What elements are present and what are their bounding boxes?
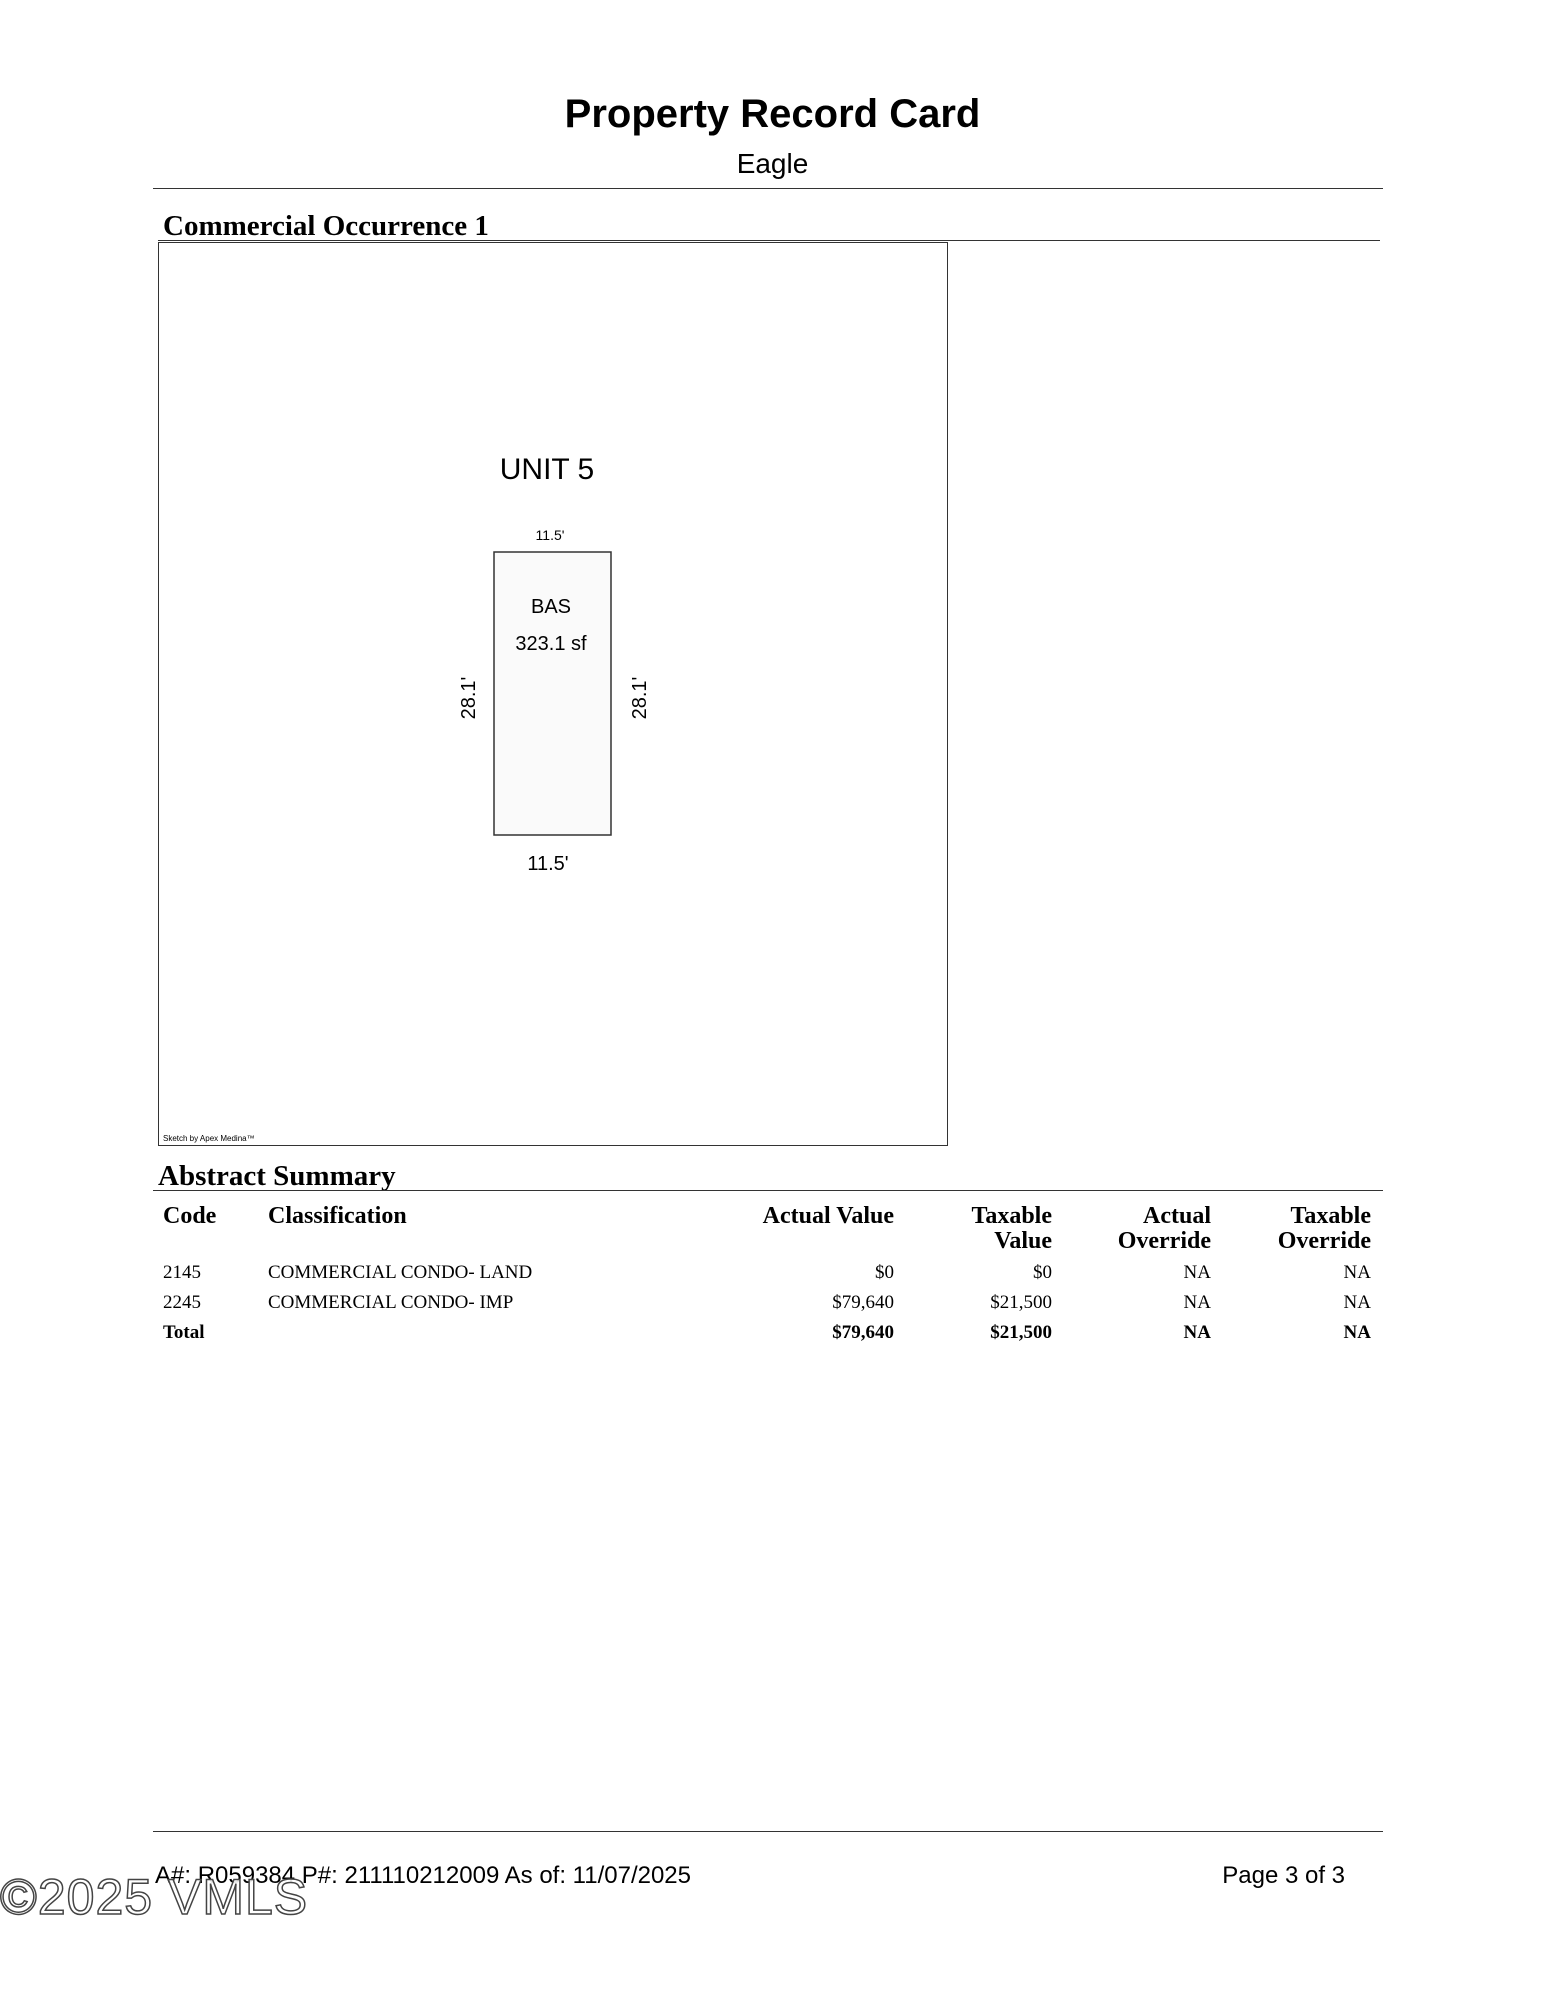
page-title: Property Record Card [564,92,981,136]
footer-divider [153,1831,1383,1832]
header-divider [153,188,1383,189]
row-taxable-override: NA [1343,1262,1371,1283]
dimension-left: 28.1' [458,676,480,720]
row-actual-value: $0 [875,1262,894,1283]
row-taxable-value: $0 [1033,1262,1052,1283]
row-taxable-override: NA [1343,1292,1371,1313]
total-taxable-override: NA [1343,1322,1371,1343]
copyright-watermark: ©2025 VMLS [0,1869,309,1925]
floor-area-outline [494,552,611,835]
footer-page-number: Page 3 of 3 [1222,1862,1345,1889]
unit-label: UNIT 5 [499,453,595,486]
county-subtitle: Eagle [736,148,809,179]
header-taxable-value-line1: Taxable [971,1203,1052,1229]
dimension-top: 11.5' [535,527,565,543]
header-taxable-value-line2: Value [994,1228,1052,1254]
abstract-divider [153,1190,1383,1191]
header-code: Code [163,1203,217,1229]
row-actual-override: NA [1183,1292,1211,1313]
header-actual-value: Actual Value [762,1203,894,1229]
header-actual-override-line2: Override [1117,1228,1211,1254]
row-actual-value: $79,640 [832,1292,894,1313]
sketch-credit: Sketch by Apex Medina™ [163,1134,255,1143]
dimension-right: 28.1' [629,676,651,720]
commercial-divider [158,240,1380,241]
footer-account-info: A#: R059384 P#: 211110212009 As of: 11/07/2025 [155,1862,692,1889]
row-code: 2245 [163,1292,201,1313]
total-label: Total [163,1322,205,1343]
total-taxable-value: $21,500 [990,1322,1052,1343]
row-taxable-value: $21,500 [990,1292,1052,1313]
area-value: 323.1 sf [515,633,587,655]
row-classification: COMMERCIAL CONDO- LAND [268,1262,533,1283]
abstract-summary-title: Abstract Summary [158,1160,396,1192]
building-sketch-frame [158,242,948,1146]
header-actual-override-line1: Actual [1143,1203,1211,1229]
dimension-bottom: 11.5' [527,853,569,875]
header-taxable-override-line1: Taxable [1290,1203,1371,1229]
commercial-section-title: Commercial Occurrence 1 [163,210,489,242]
row-actual-override: NA [1183,1262,1211,1283]
building-sketch [159,243,947,1145]
header-classification: Classification [268,1203,407,1229]
total-actual-value: $79,640 [832,1322,894,1343]
area-code: BAS [530,596,572,618]
total-actual-override: NA [1183,1322,1211,1343]
row-code: 2145 [163,1262,201,1283]
row-classification: COMMERCIAL CONDO- IMP [268,1292,514,1313]
header-taxable-override-line2: Override [1277,1228,1371,1254]
